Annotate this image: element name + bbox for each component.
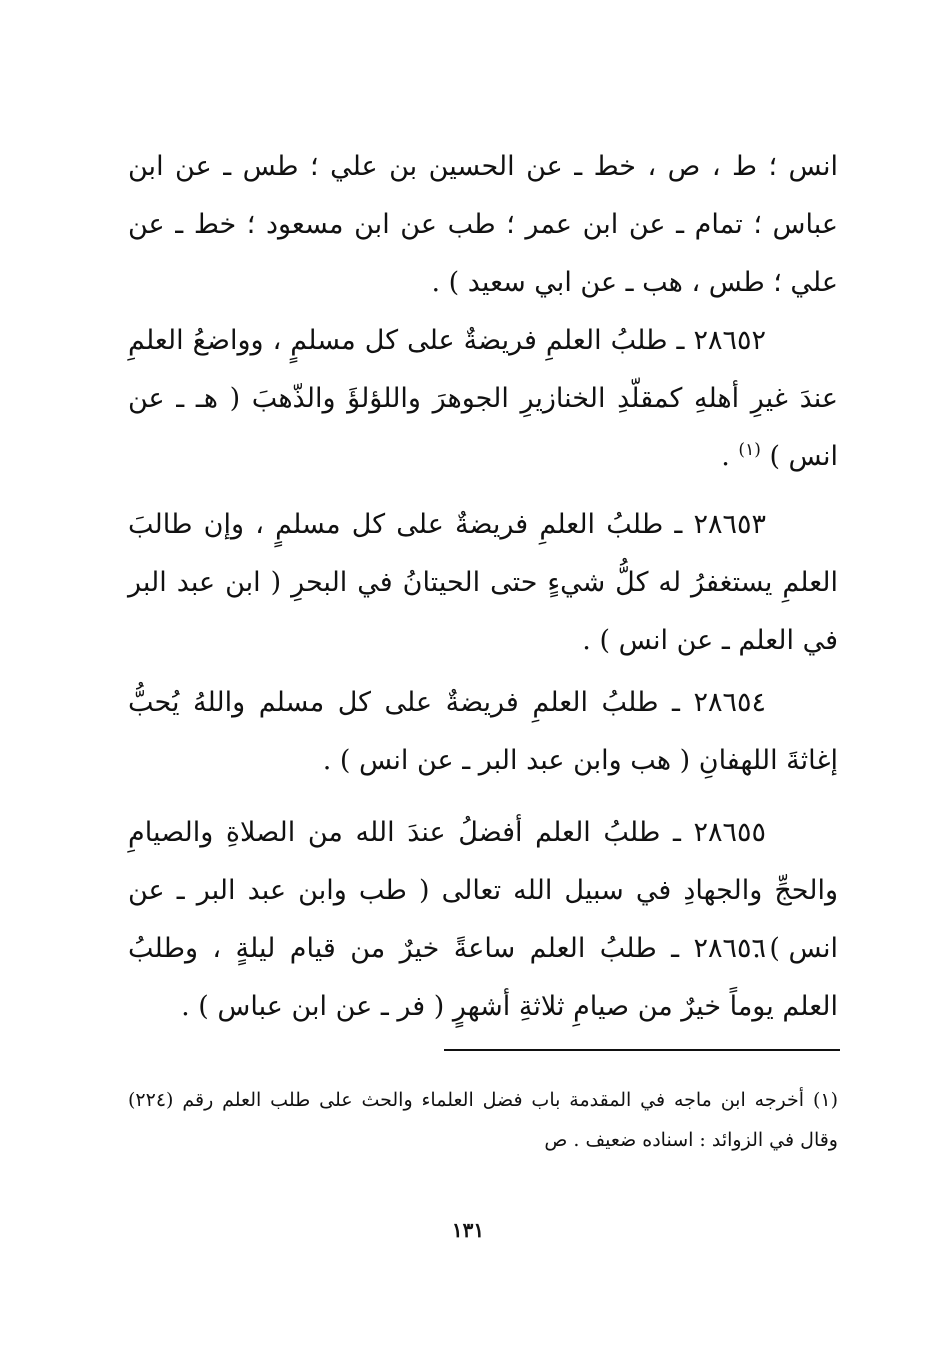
hadith-text: ٢٨٦٥٥ ـ طلبُ العلم أفضلُ عندَ الله من الصلاةِ والصيامِ والحجِّ والجهادِ في سبيل الله تعالى ( طب وابن عبد البر ـ عن انس ) . <box>128 817 838 964</box>
page-number: ١٣١ <box>451 1218 485 1242</box>
hadith-text: ٢٨٦٥٦ ـ طلبُ العلم ساعةً خيرٌ من قيام ليلةٍ ، وطلبُ العلم يوماً خيرٌ من صيامِ ثلاثةِ أشهرٍ ( فر ـ عن ابن عباس ) . <box>128 933 838 1022</box>
hadith-text: ٢٨٦٥٣ ـ طلبُ العلمِ فريضةٌ على كل مسلمٍ ، وإن طالبَ العلمِ يستغفرُ له كلُّ شيءٍ حتى الحيتانُ في البحرِ ( ابن عبد البر في العلم ـ عن انس ) . <box>128 509 838 656</box>
hadith-tail: . <box>721 441 739 472</box>
footnote-divider <box>444 1049 840 1051</box>
footnote-reference: (١) <box>738 440 761 460</box>
hadith-28656 <box>128 920 838 1036</box>
hadith-28652 <box>128 312 838 486</box>
hadith-text: ٢٨٦٥٢ ـ طلبُ العلمِ فريضةٌ على كل مسلمٍ ، وواضعُ العلمِ عندَ غيرِ أهلهِ كمقلّدِ الخنازيرِ الجوهرَ واللؤلؤَ والذّهبَ ( هـ ـ عن انس ) <box>128 325 838 472</box>
continuation-paragraph <box>128 138 838 312</box>
continuation-text: انس ؛ ط ، ص ، خط ـ عن الحسين بن علي ؛ طس ـ عن ابن عباس ؛ تمام ـ عن ابن عمر ؛ طب عن ابن مسعود ؛ خط ـ عن علي ؛ طس ، هب ـ عن ابي سعيد ) . <box>128 151 838 298</box>
hadith-text: ٢٨٦٥٤ ـ طلبُ العلمِ فريضةٌ على كل مسلم واللهُ يُحبُّ إغاثةَ اللهفانِ ( هب وابن عبد البر ـ عن انس ) . <box>128 687 838 776</box>
hadith-28653 <box>128 496 838 670</box>
footnote: (١) أخرجه ابن ماجه في المقدمة باب فضل العلماء والحث على طلب العلم رقم (٢٢٤) وقال في الزوائد : اسناده ضعيف . ص <box>128 1089 838 1151</box>
hadith-28654 <box>128 674 838 790</box>
